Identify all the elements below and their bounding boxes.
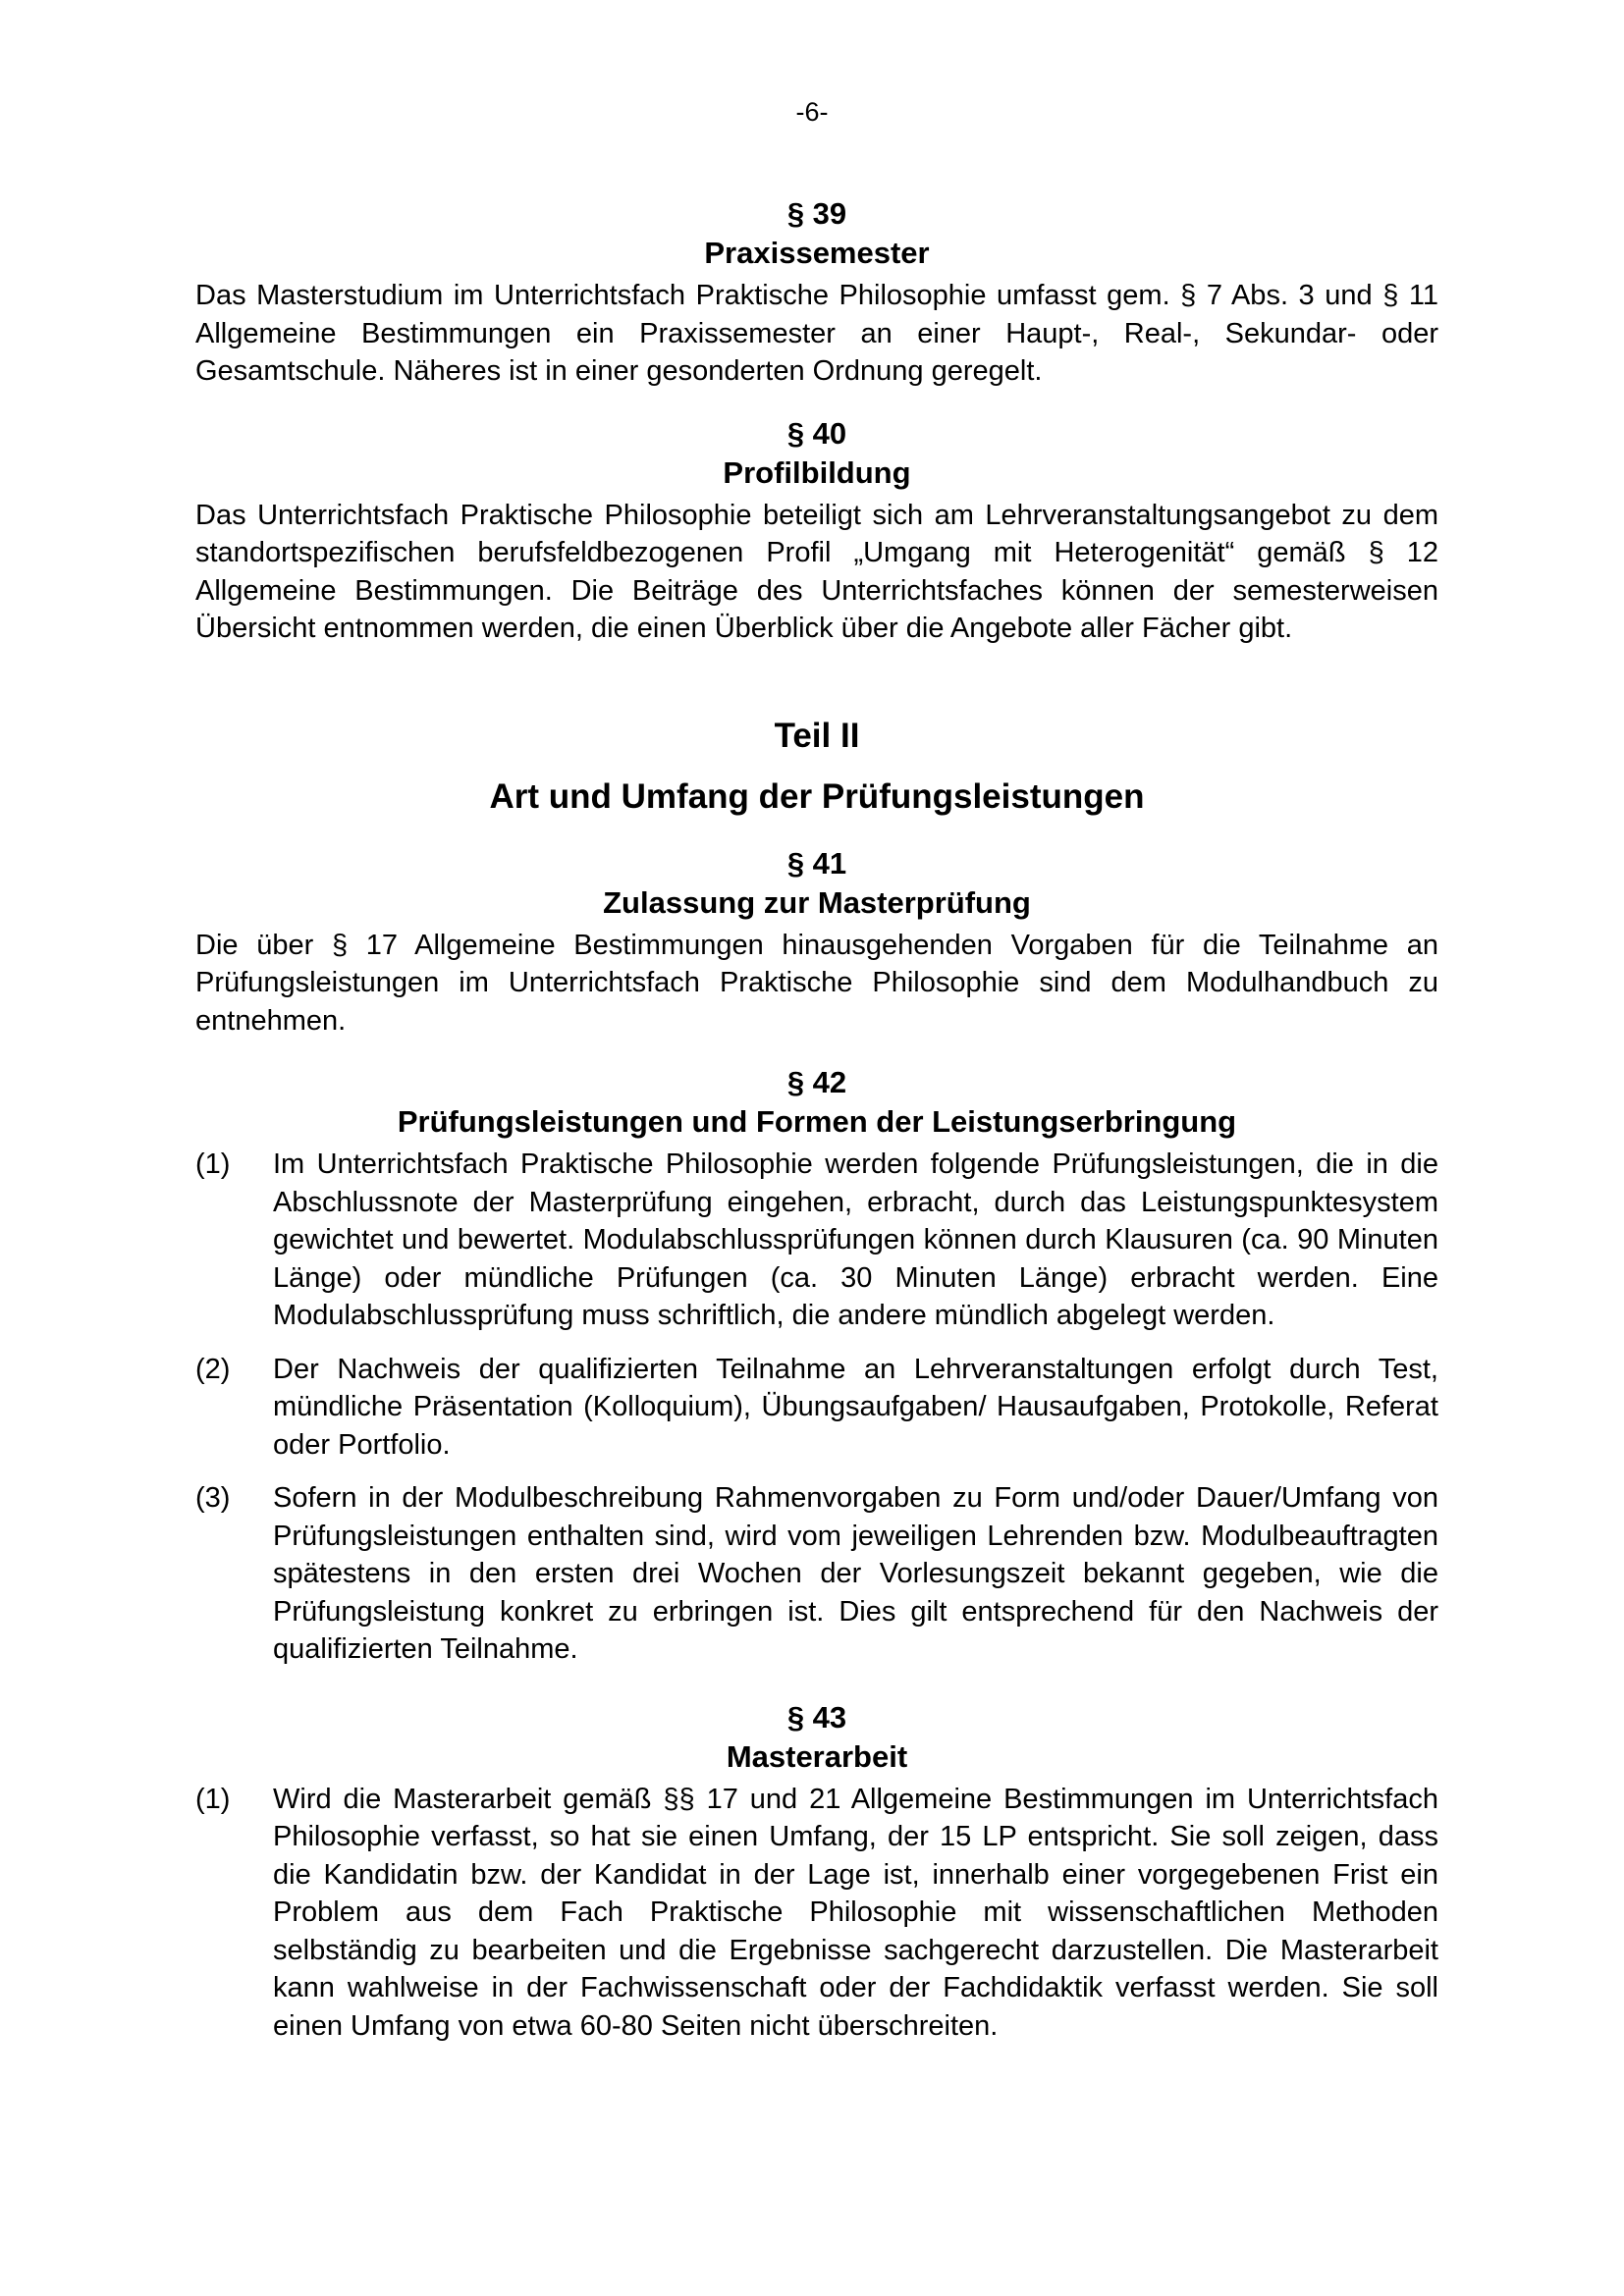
section-41 bbox=[195, 844, 1438, 1041]
section-39 bbox=[195, 194, 1438, 391]
section-43 bbox=[195, 1698, 1438, 2046]
section-number: § 42 bbox=[786, 1065, 847, 1099]
list-item bbox=[195, 1781, 1438, 2046]
page-content bbox=[195, 194, 1438, 2060]
section-number: § 43 bbox=[786, 1699, 847, 1735]
page-number: -6- bbox=[795, 97, 829, 127]
section-number: § 39 bbox=[786, 196, 847, 231]
section-title: Masterarbeit bbox=[726, 1738, 908, 1774]
item-number: (1) bbox=[195, 1148, 231, 1180]
section-title: Zulassung zur Masterprüfung bbox=[603, 884, 1031, 920]
list-item bbox=[195, 1479, 1438, 1669]
item-text: Wird die Masterarbeit gemäß §§ 17 und 21 Allgemeine Bestimmungen im Unterrichtsfach Philosophie verfasst, so hat sie einen Umfang, der 15 LP entspricht. Sie soll zeigen, dass die Kandidatin bzw. der Kandidat in der Lage ist, innerhalb einer vorgegebenen Frist ein Problem aus dem Fach Praktische Philosophie mit wissenschaftlichen Methoden selbständig zu bearbeiten und die Ergebnisse sachgerecht darzustellen. Die Masterarbeit kann wahlweise in der Fachwissenschaft oder der Fachdidaktik verfasst werden. Sie soll einen Umfang von etwa 60-80 Seiten nicht überschreiten. bbox=[273, 1783, 1438, 2042]
list-item bbox=[195, 1146, 1438, 1335]
section-title: Prüfungsleistungen und Formen der Leistungserbringung bbox=[397, 1104, 1237, 1139]
section-number: § 40 bbox=[786, 415, 847, 451]
item-number: (2) bbox=[195, 1353, 231, 1385]
part-title: Teil II bbox=[774, 716, 860, 755]
item-number: (3) bbox=[195, 1482, 231, 1514]
section-title: Profilbildung bbox=[723, 454, 911, 490]
section-number: § 41 bbox=[786, 845, 847, 881]
section-42 bbox=[195, 1063, 1438, 1669]
item-text: Im Unterrichtsfach Praktische Philosophie werden folgende Prüfungsleistungen, die in die Abschlussnote der Masterprüfung eingehen, erbracht, durch das Leistungspunktesystem gewichtet und bewertet. Modulabschlussprüfungen können durch Klausuren (ca. 90 Minuten Länge) oder mündliche Prüfungen (ca. 30 Minuten Länge) erbracht werden. Eine Modulabschlussprüfung muss schriftlich, die andere mündlich abgelegt werden. bbox=[273, 1148, 1438, 1331]
section-paragraph: Die über § 17 Allgemeine Bestimmungen hinausgehenden Vorgaben für die Teilnahme an Prüfungsleistungen im Unterrichtsfach Praktische Philosophie sind dem Modulhandbuch zu entnehmen. bbox=[195, 929, 1438, 1037]
item-number: (1) bbox=[195, 1783, 231, 1815]
section-paragraph: Das Unterrichtsfach Praktische Philosophie beteiligt sich am Lehrveranstaltungsangebot zu dem standortspezifischen berufsfeldbezogenen Profil „Umgang mit Heterogenität“ gemäß § 12 Allgemeine Bestimmungen. Die Beiträge des Unterrichtsfaches können der semesterweisen Übersicht entnommen werden, die einen Überblick über die Angebote aller Fächer gibt. bbox=[195, 499, 1438, 644]
section-paragraph: Das Masterstudium im Unterrichtsfach Praktische Philosophie umfasst gem. § 7 Abs. 3 und § 11 Allgemeine Bestimmungen ein Praxissemester an einer Haupt-, Real-, Sekundar- oder Gesamtschule. Näheres ist in einer gesonderten Ordnung geregelt. bbox=[195, 280, 1438, 387]
item-text: Der Nachweis der qualifizierten Teilnahme an Lehrveranstaltungen erfolgt durch Test, mündliche Präsentation (Kolloquium), Übungsaufgaben/ Hausaufgaben, Protokolle, Referat oder Portfolio. bbox=[273, 1353, 1438, 1461]
item-text: Sofern in der Modulbeschreibung Rahmenvorgaben zu Form und/oder Dauer/Umfang von Prüfungsleistungen enthalten sind, wird vom jeweiligen Lehrenden bzw. Modulbeauftragten spätestens in den ersten drei Wochen der Vorlesungszeit bekannt gegeben, wie die Prüfungsleistung konkret zu erbringen ist. Dies gilt entsprechend für den Nachweis der qualifizierten Teilnahme. bbox=[273, 1482, 1438, 1665]
list-item bbox=[195, 1351, 1438, 1465]
section-title: Praxissemester bbox=[704, 236, 930, 270]
section-40 bbox=[195, 414, 1438, 648]
part-subtitle: Art und Umfang der Prüfungsleistungen bbox=[489, 776, 1145, 816]
part-heading bbox=[195, 715, 1438, 819]
